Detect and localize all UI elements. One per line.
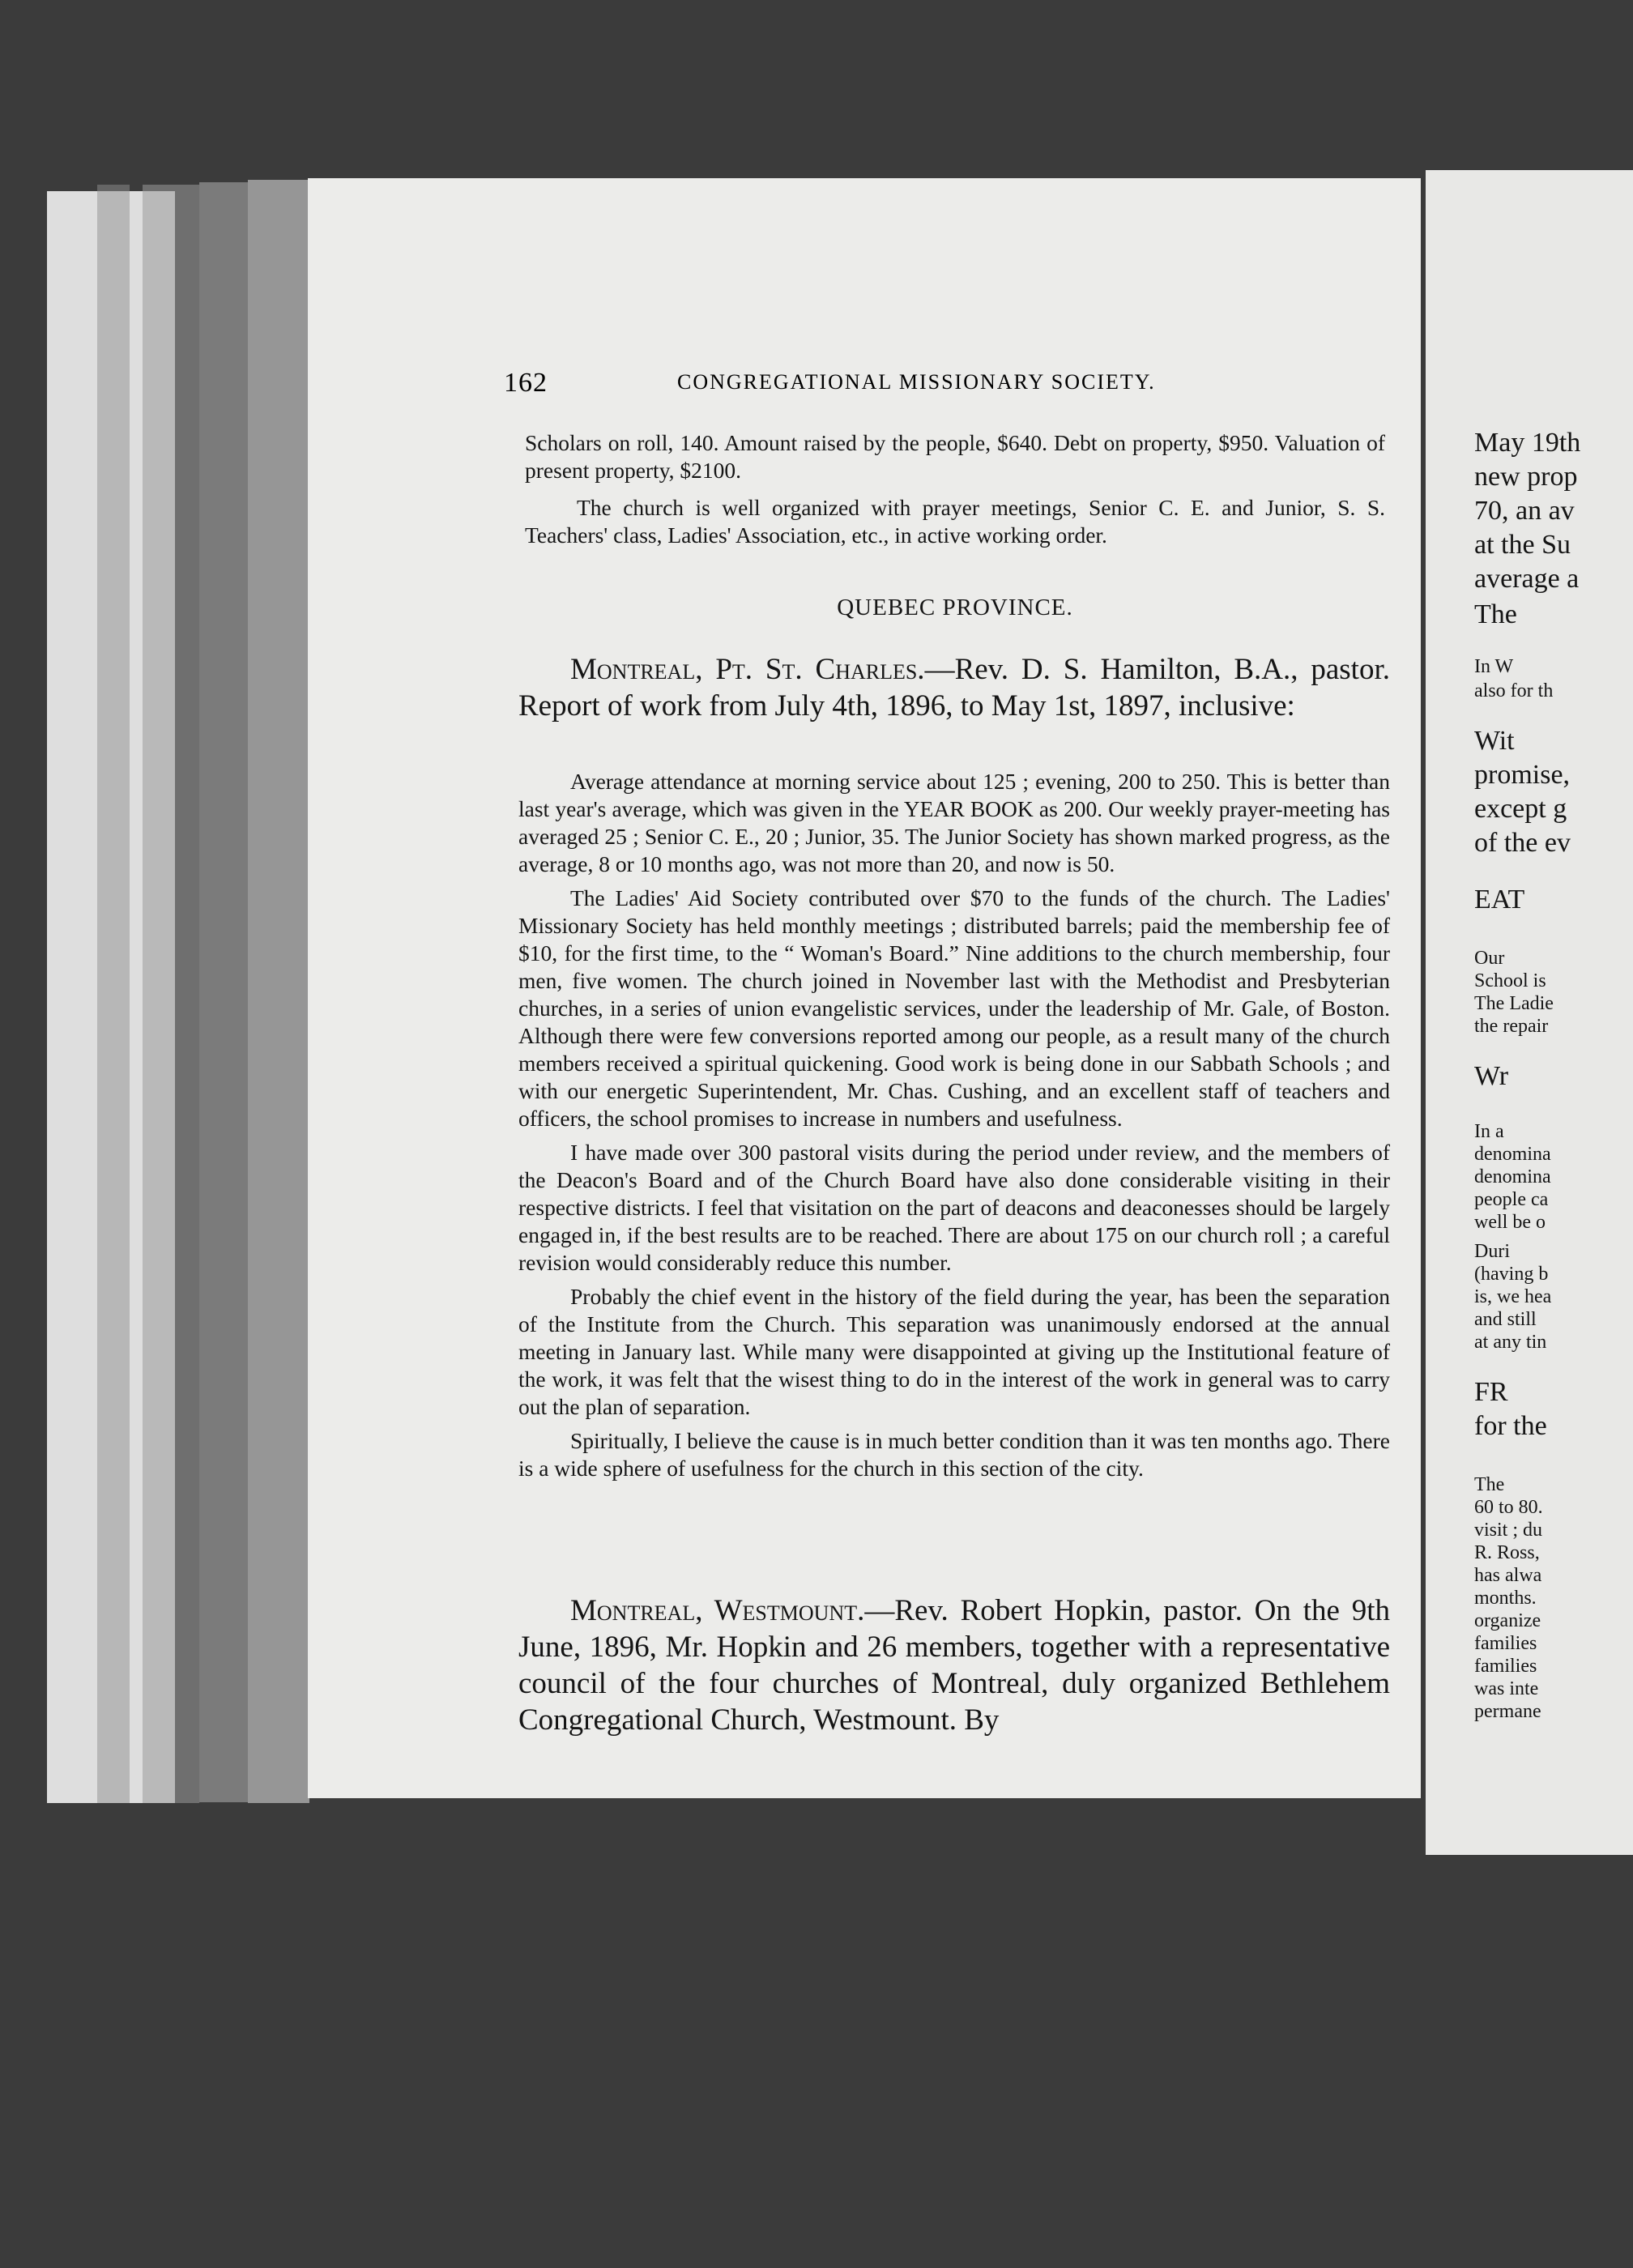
report-paragraph-3: I have made over 300 pastoral visits during the period under review, and the members of the Deacon's Board and of the Church Board have also done considerable visiting in their respective districts. I feel that visitation on the part of deacons and deaconesses should be largely engaged in, if the best results are to be reached. There are about 175 on our church roll ; a careful revision would considerably reduce this number. bbox=[518, 1140, 1390, 1275]
facing-fragment: promise, bbox=[1474, 760, 1571, 790]
report-paragraph-4: Probably the chief event in the history of the field during the year, has been the separation of the Institute from the Church. This separation was unanimously endorsed at the annual meeting in January last. While many were disappointed at giving up the Institutional feature of the work, it was felt that the wisest thing to do in the interest of the work in general was to carry out the plan of separation. bbox=[518, 1284, 1390, 1419]
facing-fragment: well be o bbox=[1474, 1212, 1546, 1233]
westmount-paragraph bbox=[518, 1592, 1390, 1738]
westmount-heading: Montreal, Westmount. bbox=[570, 1594, 865, 1627]
facing-fragment: has alwa bbox=[1474, 1565, 1542, 1586]
book-edge-strip-3 bbox=[199, 182, 248, 1802]
charles-heading: Montreal, Pt. St. Charles. bbox=[570, 653, 925, 686]
facing-fragment: is, we hea bbox=[1474, 1286, 1552, 1307]
facing-fragment: In a bbox=[1474, 1121, 1504, 1142]
westmount-section bbox=[518, 1592, 1390, 1738]
page-number: 162 bbox=[504, 368, 548, 398]
facing-fragment: Our bbox=[1474, 948, 1505, 969]
intro-block bbox=[525, 429, 1385, 549]
report-paragraph-2: The Ladies' Aid Society contributed over $70 to the funds of the church. The Ladies' Missionary Society has held monthly meetings ; distributed barrels; paid the membership fee of $10, for the first time, to the “ Woman's Board.” Nine additions to the church membership, four men, five women. The church joined in November last with the Methodist and Presbyterian churches, in a series of union evangelistic services, under the leadership of Mr. Gale, of Boston. Although there were few conversions reported among our people, as a result many of the church members received a spiritual quickening. Good work is being done in our Sabbath Schools ; and with our energetic Superintendent, Mr. Chas. Cushing, and an excellent staff of teachers and officers, the school promises to increase in numbers and usefulness. bbox=[518, 885, 1390, 1131]
westmount-lead-text: —Rev. Robert Hopkin, pastor. On the 9th June, 1896, Mr. Hopkin and 26 members, together with a representative council of the four churches of Montreal, duly organized Bethlehem Congregational Church, Westmount. By bbox=[518, 1594, 1390, 1737]
facing-fragment: In W bbox=[1474, 656, 1514, 677]
charles-report bbox=[518, 768, 1390, 1482]
facing-fragment: families bbox=[1474, 1633, 1537, 1654]
facing-fragment: the repair bbox=[1474, 1016, 1549, 1037]
facing-fragment: organize bbox=[1474, 1610, 1541, 1631]
facing-fragment: at any tin bbox=[1474, 1332, 1547, 1353]
facing-fragment: people ca bbox=[1474, 1189, 1549, 1210]
facing-fragment: FR bbox=[1474, 1377, 1508, 1407]
intro-line-2: The church is well organized with prayer meetings, Senior C. E. and Junior, S. S. Teachers' class, Ladies' Association, etc., in active working order. bbox=[525, 495, 1385, 548]
facing-fragment: families bbox=[1474, 1656, 1537, 1677]
book-edge-strip-1 bbox=[97, 185, 130, 1803]
facing-fragment: also for th bbox=[1474, 680, 1554, 701]
book-edge-strip-2 bbox=[143, 185, 199, 1803]
intro-line-1: Scholars on roll, 140. Amount raised by the people, $640. Debt on property, $950. Valuation of present property, $2100. bbox=[525, 430, 1385, 483]
running-title: CONGREGATIONAL MISSIONARY SOCIETY. bbox=[677, 370, 1156, 394]
facing-fragment: The bbox=[1474, 1474, 1505, 1495]
facing-fragment: average a bbox=[1474, 564, 1580, 594]
facing-fragment: was inte bbox=[1474, 1678, 1539, 1699]
facing-fragment: Wit bbox=[1474, 726, 1515, 756]
facing-fragment: R. Ross, bbox=[1474, 1542, 1540, 1563]
facing-fragment: EAT bbox=[1474, 885, 1525, 914]
charles-lead-text: —Rev. D. S. Hamilton, B.A., pastor. Report of work from July 4th, 1896, to May 1st, 1897, inclusive: bbox=[518, 653, 1390, 723]
page-header bbox=[504, 368, 1387, 402]
facing-fragment: (having b bbox=[1474, 1264, 1549, 1285]
charles-lead-paragraph bbox=[518, 651, 1390, 724]
facing-fragment: permane bbox=[1474, 1701, 1541, 1722]
facing-fragment: The bbox=[1474, 599, 1517, 629]
facing-fragment: The Ladie bbox=[1474, 993, 1554, 1014]
facing-fragment: 60 to 80. bbox=[1474, 1497, 1543, 1518]
facing-fragment: May 19th bbox=[1474, 428, 1581, 458]
facing-fragment: 70, an av bbox=[1474, 496, 1575, 526]
facing-fragment: except g bbox=[1474, 794, 1567, 824]
facing-fragment: Duri bbox=[1474, 1241, 1510, 1262]
facing-fragment: of the ev bbox=[1474, 828, 1571, 858]
report-paragraph-1: Average attendance at morning service about 125 ; evening, 200 to 250. This is better than last year's average, which was given in the YEAR BOOK as 200. Our weekly prayer-meeting has averaged 25 ; Senior C. E., 20 ; Junior, 35. The Junior Society has shown marked progress, as the average, 8 or 10 months ago, was not more than 20, and now is 50. bbox=[518, 769, 1390, 876]
facing-fragment: Wr bbox=[1474, 1061, 1509, 1091]
facing-fragment: new prop bbox=[1474, 462, 1578, 492]
facing-fragment: at the Su bbox=[1474, 530, 1571, 560]
book-edge-strip-4 bbox=[248, 180, 309, 1803]
facing-fragment: months. bbox=[1474, 1588, 1537, 1609]
report-paragraph-5: Spiritually, I believe the cause is in much better condition than it was ten months ago. There is a wide sphere of usefulness for the church in this section of the city. bbox=[518, 1428, 1390, 1481]
facing-fragment: School is bbox=[1474, 970, 1546, 991]
facing-fragment: for the bbox=[1474, 1411, 1547, 1441]
section-heading: QUEBEC PROVINCE. bbox=[837, 595, 1073, 620]
facing-fragment: denomina bbox=[1474, 1166, 1551, 1187]
facing-fragment: visit ; du bbox=[1474, 1520, 1543, 1541]
facing-fragment: and still bbox=[1474, 1309, 1537, 1330]
facing-fragment: denomina bbox=[1474, 1144, 1551, 1165]
charles-lead bbox=[518, 651, 1390, 724]
